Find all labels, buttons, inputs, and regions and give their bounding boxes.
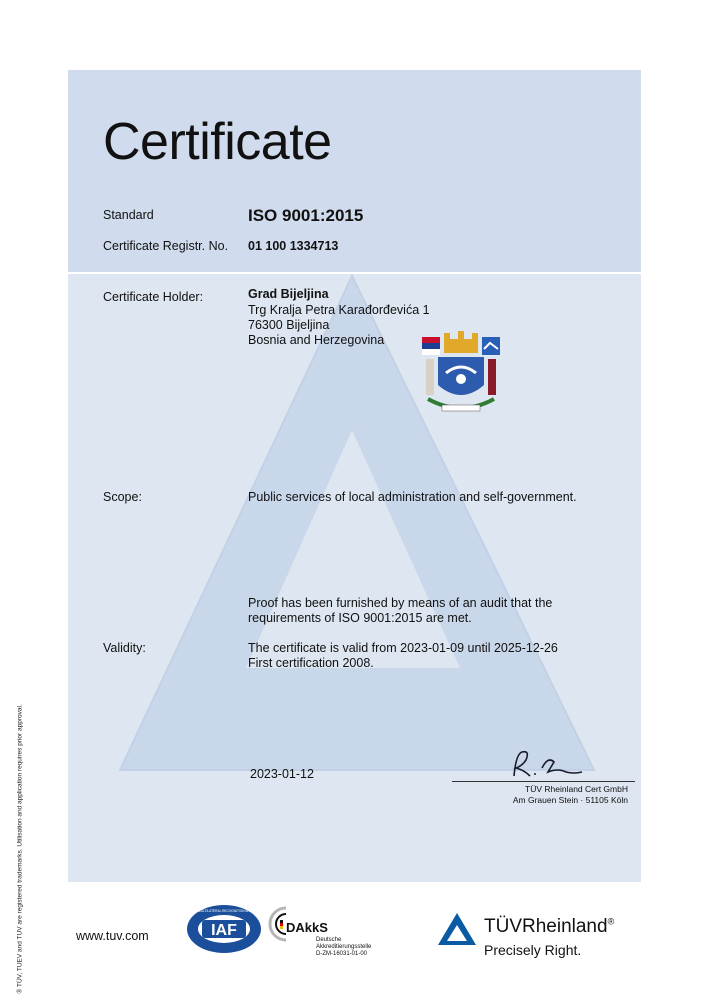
validity-line-2: First certification 2008.: [248, 656, 374, 670]
holder-name: Grad Bijeljina: [248, 287, 329, 301]
iaf-ring-text: MEMBER OF MULTILATERAL RECOGNITION ARRANGEMENT: [177, 909, 271, 913]
standard-value: ISO 9001:2015: [248, 206, 364, 225]
city-coat-of-arms: [420, 325, 502, 421]
website-link[interactable]: www.tuv.com: [76, 929, 149, 943]
registration-label: Certificate Registr. No.: [103, 239, 229, 253]
iaf-text: IAF: [211, 922, 237, 939]
holder-street: Trg Kralja Petra Karađorđevića 1: [248, 303, 430, 317]
scope-label: Scope:: [103, 490, 142, 504]
holder-city: 76300 Bijeljina: [248, 318, 330, 332]
dakks-line-2: Akkreditierungsstelle: [316, 944, 372, 950]
holder-label: Certificate Holder:: [103, 290, 204, 304]
tuv-slogan: Precisely Right.: [484, 942, 582, 958]
holder-country: Bosnia and Herzegovina: [248, 333, 385, 347]
standard-label: Standard: [103, 208, 154, 222]
trademark-note: ® TÜV, TUEV and TUV are registered trademarks. Utilisation and application requires prior approval.: [16, 704, 24, 994]
certificate-title: Certificate: [103, 113, 332, 171]
tuv-brand-name: [484, 916, 614, 938]
signature-line: [452, 781, 635, 782]
dakks-logo: [268, 904, 288, 944]
dakks-name: DAkkS: [286, 920, 328, 935]
scope-value: Public services of local administration and self-government.: [248, 490, 577, 504]
proof-line-1: Proof has been furnished by means of an audit that the: [248, 596, 553, 610]
validity-label: Validity:: [103, 641, 146, 655]
registration-value: 01 100 1334713: [248, 239, 339, 253]
issue-date: 2023-01-12: [250, 767, 314, 781]
proof-line-2: requirements of ISO 9001:2015 are met.: [248, 611, 472, 625]
issuer-name: TÜV Rheinland Cert GmbH: [525, 784, 628, 794]
dakks-line-1: Deutsche: [316, 937, 342, 943]
certificate-panel: [68, 70, 641, 882]
dakks-line-3: D-ZM-16031-01-00: [316, 951, 368, 957]
validity-line-1: The certificate is valid from 2023-01-09 until 2025-12-26: [248, 641, 558, 655]
iaf-logo: [177, 904, 271, 954]
signature: [508, 746, 588, 780]
tuv-registered-mark: ®: [607, 916, 615, 927]
tuv-brand-text: TÜVRheinland: [484, 916, 608, 937]
issuer-address: Am Grauen Stein · 51105 Köln: [512, 795, 628, 805]
tuv-triangle-icon: [436, 911, 478, 947]
